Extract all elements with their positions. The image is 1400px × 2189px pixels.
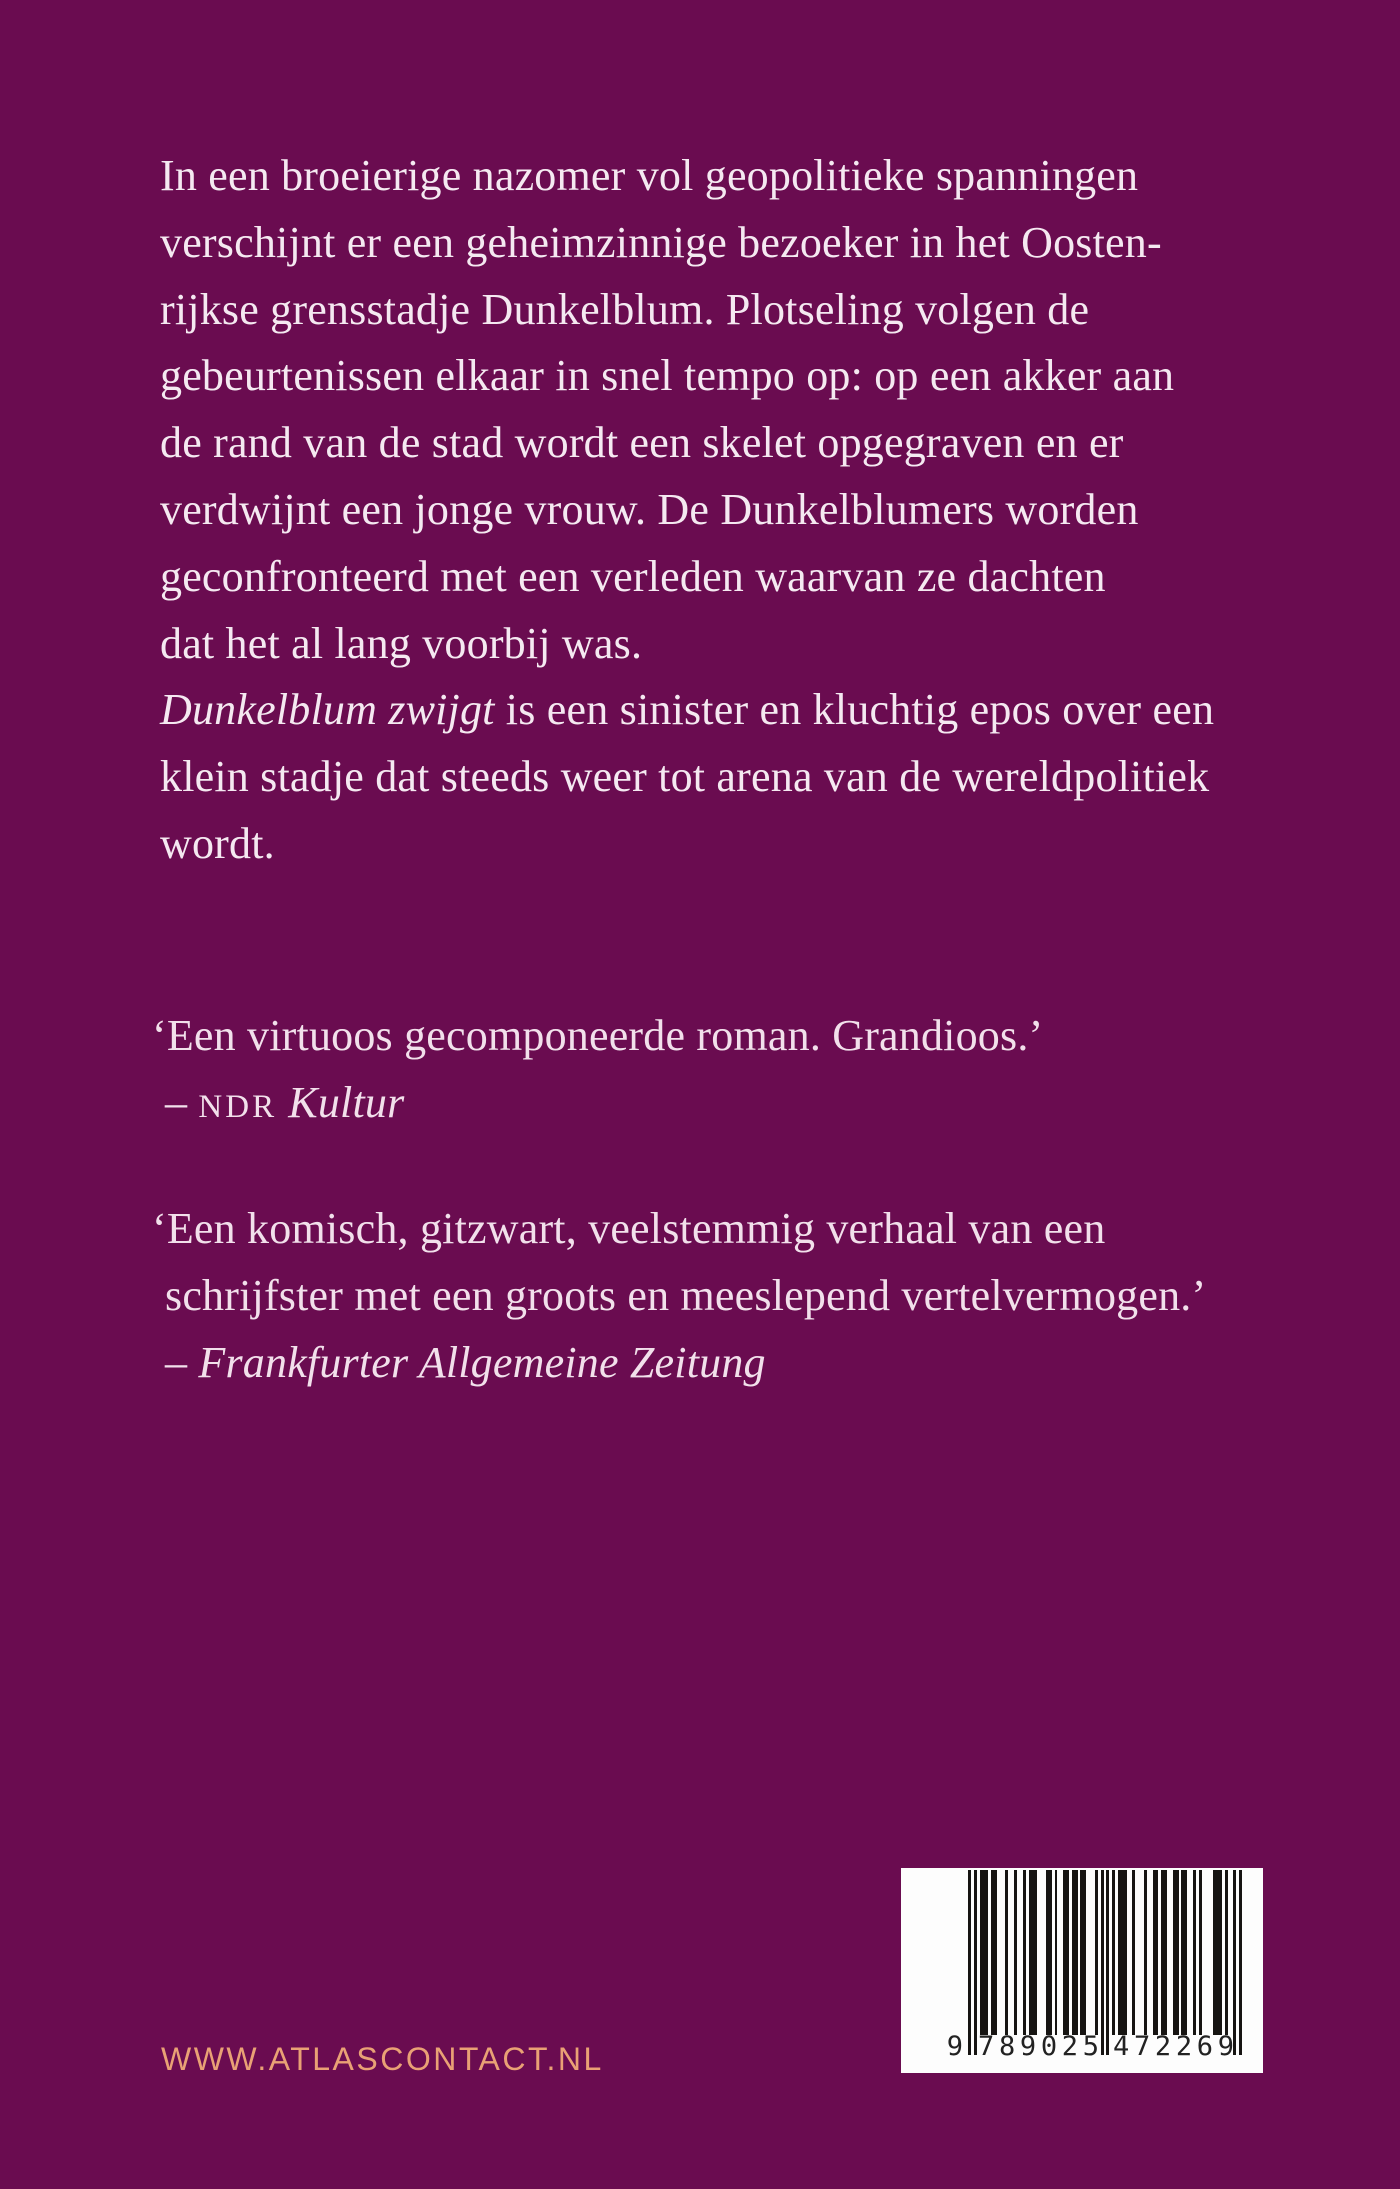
- review-attribution: – Frankfurter Allgemeine Zeitung: [165, 1337, 766, 1387]
- review-quote-line: schrijfster met een groots en meeslepend vertelvermogen.’: [165, 1270, 1207, 1320]
- attribution-dash: –: [165, 1077, 199, 1127]
- review-quote-faz: [152, 1196, 1207, 1396]
- synopsis-line: klein stadje dat steeds weer tot arena van de wereldpolitiek: [160, 752, 1210, 802]
- review-quote-line: ‘Een virtuoos gecomponeerde roman. Grandioos.’: [152, 1011, 1044, 1060]
- review-attribution: [165, 1070, 1043, 1141]
- synopsis-line: de rand van de stad wordt een skelet opgegraven en er: [160, 418, 1124, 468]
- synopsis-line: is een sinister en kluchtig epos over een: [494, 685, 1215, 735]
- synopsis-line: In een broeierige nazomer vol geopolitieke spanningen: [160, 151, 1139, 200]
- synopsis-text: [160, 143, 1214, 878]
- book-title-italic: Dunkelblum zwijgt: [160, 685, 495, 735]
- synopsis-line: wordt.: [160, 818, 275, 868]
- attribution-source-italic: Kultur: [277, 1077, 405, 1127]
- synopsis-title-line: [160, 677, 1214, 744]
- review-quote-ndr: [152, 1003, 1044, 1141]
- synopsis-line: rijkse grensstadje Dunkelblum. Plotseling volgen de: [160, 284, 1090, 334]
- isbn-digit-first: 9: [946, 2031, 963, 2062]
- publisher-website-url: WWW.ATLASCONTACT.NL: [161, 2041, 604, 2077]
- synopsis-line: geconfronteerd met een verleden waarvan ze dachten: [160, 551, 1106, 601]
- barcode: [901, 1868, 1263, 2073]
- synopsis-line: dat het al lang voorbij was.: [160, 618, 643, 668]
- synopsis-line: gebeurtenissen elkaar in snel tempo op: op een akker aan: [160, 351, 1175, 401]
- attribution-source-caps: NDR: [198, 1088, 278, 1125]
- barcode-bars: [968, 1870, 1242, 2056]
- review-quote-line: ‘Een komisch, gitzwart, veelstemmig verhaal van een: [152, 1204, 1106, 1253]
- isbn-digit-group-right: 4 7 2 2 6 9: [1113, 2031, 1234, 2062]
- synopsis-line: verschijnt er een geheimzinnige bezoeker in het Oosten-: [160, 217, 1162, 267]
- synopsis-line: verdwijnt een jonge vrouw. De Dunkelblumers worden: [160, 484, 1139, 534]
- isbn-digit-group-left: 7 8 9 0 2 5: [978, 2031, 1099, 2062]
